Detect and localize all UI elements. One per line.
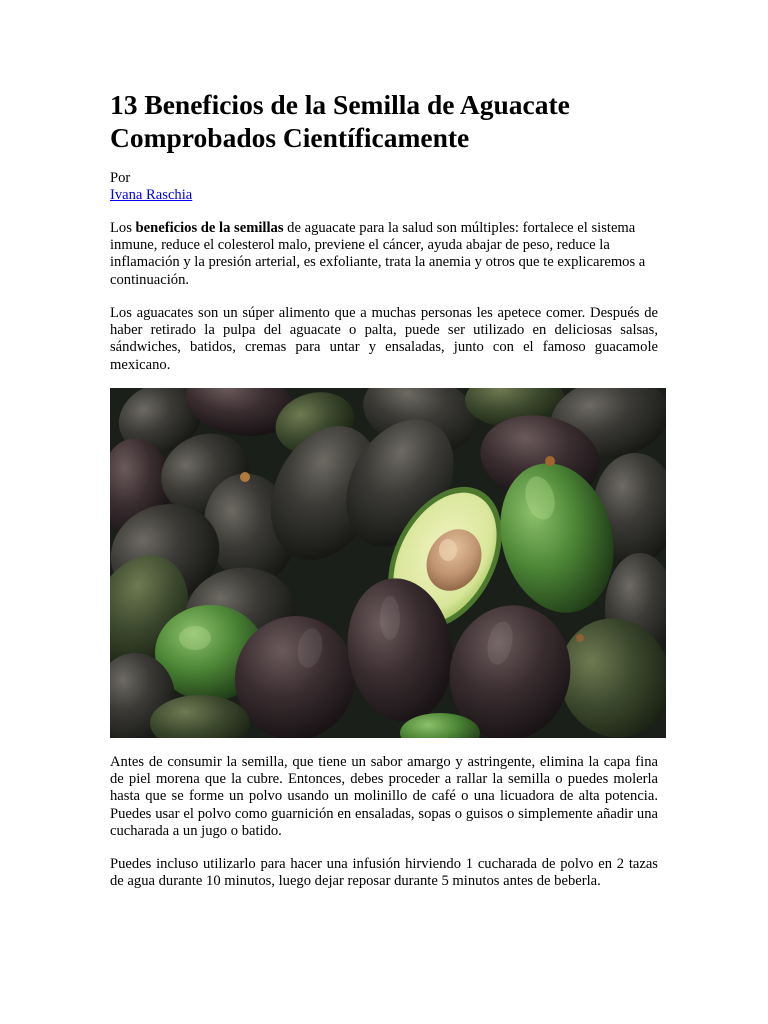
paragraph-3: Antes de consumir la semilla, que tiene un sabor amargo y astringente, elimina la capa fina de piel morena que la cubre. Entonces, debes proceder a rallar la semilla o puedes molerla hasta que se forme un polvo usando un molinillo de café o una licuadora de alta potencia. Puedes usar el polvo como guarnición en ensaladas, sopas o guisos o simplemente añadir una cucharada a un jugo o batido.: [110, 754, 658, 839]
intro-paragraph: [110, 220, 658, 289]
byline-prefix: Por: [110, 170, 131, 186]
intro-rest: de aguacate para la salud son múltiples: fortalece el sistema inmune, reduce el colesterol malo, previene el cáncer, ayuda abajar de peso, reduce la inflamación y la presión arterial, es exfoliante, trata la anemia y otros que te explicaremos a continuación.: [110, 220, 646, 288]
author-link[interactable]: Ivana Raschia: [110, 187, 193, 203]
article-title: 13 Beneficios de la Semilla de Aguacate Comprobados Científicamente: [110, 89, 570, 153]
avocado-photo: [110, 388, 666, 738]
intro-lead: Los: [110, 220, 136, 236]
intro-bold: beneficios de la semillas: [135, 220, 284, 236]
paragraph-2: Los aguacates son un súper alimento que a muchas personas les apetece comer. Después de haber retirado la pulpa del aguacate o palta, puede ser utilizado en deliciosas salsas, sándwiches, batidos, cremas para untar y ensaladas, junto con el famoso guacamole mexicano.: [110, 305, 658, 373]
paragraph-4: Puedes incluso utilizarlo para hacer una infusión hirviendo 1 cucharada de polvo en 2 tazas de agua durante 10 minutos, luego dejar reposar durante 5 minutos antes de beberla.: [110, 856, 658, 890]
